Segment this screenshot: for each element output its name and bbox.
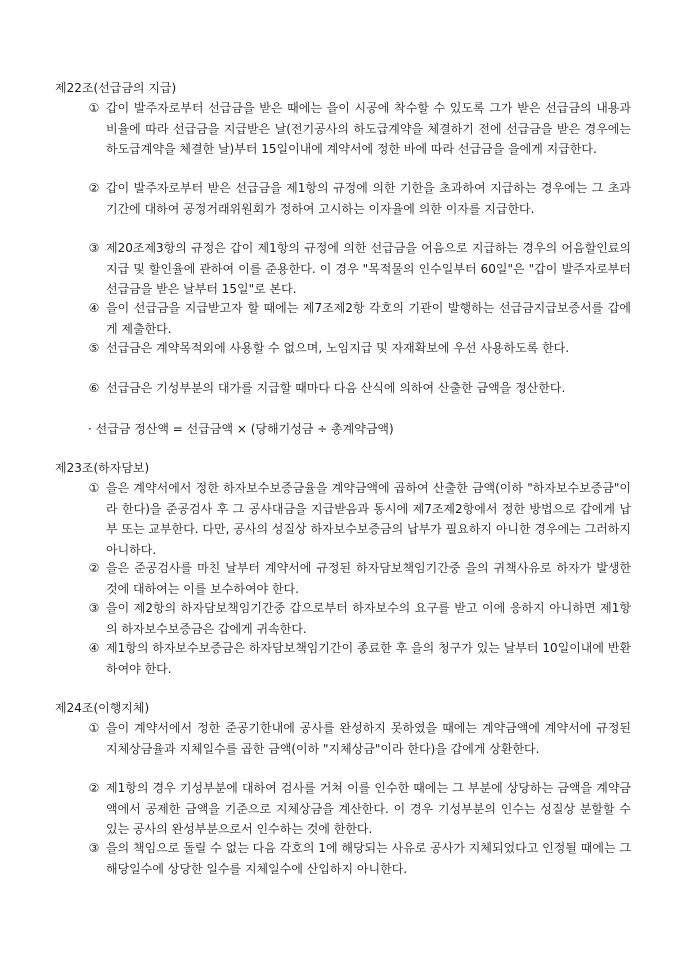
clause-1 [86, 478, 631, 560]
clause-text: 제20조제3항의 규정은 갑이 제1항의 규정에 의한 선급금을 어음으로 지급하는 경우의 어음할인료의 지급 및 할인율에 관하여 이를 준용한다. 이 경우 "목적물의 인수일부터 60일"은 "갑이 발주자로부터 선급금을 받은 날부터 15일"로 본다. [106, 241, 631, 296]
clause-2 [86, 558, 631, 599]
clause-text: 을이 계약서에서 정한 준공기한내에 공사를 완성하지 못하였을 때에는 계약금액에 계약서에 규정된 지체상금율과 지체일수를 곱한 금액(이하 "지체상금"이라 한다)을 갑에게 상환한다. [106, 721, 631, 756]
clause-3 [86, 238, 631, 300]
clause-number: ③ [88, 241, 100, 255]
clause-text: 을은 준공검사를 마친 날부터 계약서에 규정된 하자담보책임기간중 을의 귀책사유로 하자가 발생한 것에 대하여는 이를 보수하여야 한다. [106, 561, 631, 596]
clause-4 [86, 638, 631, 679]
clause-2 [86, 778, 631, 840]
clause-text: 선급금은 계약목적외에 사용할 수 없으며, 노임지급 및 자재확보에 우선 사용하도록 한다. [106, 341, 570, 355]
clause-text: 제1항의 하자보수보증금은 하자담보책임기간이 종료한 후 을의 청구가 있는 날부터 10일이내에 반환하여야 한다. [106, 641, 631, 676]
clause-number: ③ [88, 841, 100, 855]
article-title: 제23조(하자담보) [55, 461, 150, 475]
clause-text: 선급금은 기성부분의 대가를 지급할 때마다 다음 산식에 의하여 산출한 금액을 정산한다. [106, 381, 566, 395]
clause-5 [86, 338, 631, 359]
clause-text: 갑이 발주자로부터 받은 선급금을 제1항의 규정에 의한 기한을 초과하여 지급하는 경우에는 그 초과기간에 대하여 공정거래위원회가 정하여 고시하는 이자율에 의한 이자를 지급한다. [106, 181, 631, 216]
clause-6 [86, 378, 631, 399]
clause-number: ③ [88, 601, 100, 615]
article-title: 제24조(이행지체) [55, 701, 150, 715]
clause-text: 을이 선급금을 지급받고자 할 때에는 제7조제2항 각호의 기관이 발행하는 선급금지급보증서를 갑에게 제출한다. [106, 301, 631, 336]
clause-number: ④ [88, 641, 100, 655]
clause-3 [86, 598, 631, 639]
clause-1 [86, 718, 631, 759]
clause-number: ② [88, 561, 100, 575]
settlement-formula: · 선급금 정산액 = 선급금액 × (당해기성금 ÷ 총계약금액) [88, 422, 394, 436]
clause-number: ① [88, 721, 100, 735]
clause-number: ② [88, 781, 100, 795]
clause-4 [86, 298, 631, 339]
clause-text: 을은 계약서에서 정한 하자보수보증금율을 계약금액에 곱하여 산출한 금액(이하 "하자보수보증금"이라 한다)을 준공검사 후 그 공사대금을 지급받음과 동시에 제7조제2항에서 정한 방법으로 갑에게 납부 또는 교부한다. 다만, 공사의 성질상 하자보수보증금의 납부가 필요하지 아니한 경우에는 그러하지 아니하다. [106, 481, 631, 557]
clause-text: 제1항의 경우 기성부분에 대하여 검사를 거쳐 이를 인수한 때에는 그 부분에 상당하는 금액을 계약금액에서 공제한 금액을 기준으로 지체상금을 계산한다. 이 경우 기성부분의 인수는 성질상 분할할 수 있는 공사의 완성부분으로서 인수하는 것에 한한다. [106, 781, 631, 836]
clause-1 [86, 98, 631, 160]
clause-number: ④ [88, 301, 100, 315]
clause-number: ⑥ [88, 381, 100, 395]
clause-3 [86, 838, 631, 879]
clause-number: ⑤ [88, 341, 100, 355]
clause-number: ① [88, 101, 100, 115]
clause-text: 갑이 발주자로부터 선급금을 받은 때에는 을이 시공에 착수할 수 있도록 그가 받은 선급금의 내용과 비율에 따라 선급금을 지급받은 날(전기공사의 하도급계약을 체결하기 전에 선급금을 받은 경우에는 하도급계약을 체결한 날)부터 15일이내에 계약서에 정한 바에 따라 선급금을 을에게 지급한다. [106, 101, 631, 156]
article-title: 제22조(선급금의 지급) [55, 81, 177, 95]
clause-text: 을이 제2항의 하자담보책임기간중 갑으로부터 하자보수의 요구를 받고 이에 응하지 아니하면 제1항의 하자보수보증금은 갑에게 귀속한다. [106, 601, 631, 636]
clause-2 [86, 178, 631, 219]
clause-number: ① [88, 481, 100, 495]
clause-text: 을의 책임으로 돌릴 수 없는 다음 각호의 1에 해당되는 사유로 공사가 지체되었다고 인정될 때에는 그 해당일수에 상당한 일수를 지체일수에 산입하지 아니한다. [106, 841, 631, 876]
clause-number: ② [88, 181, 100, 195]
